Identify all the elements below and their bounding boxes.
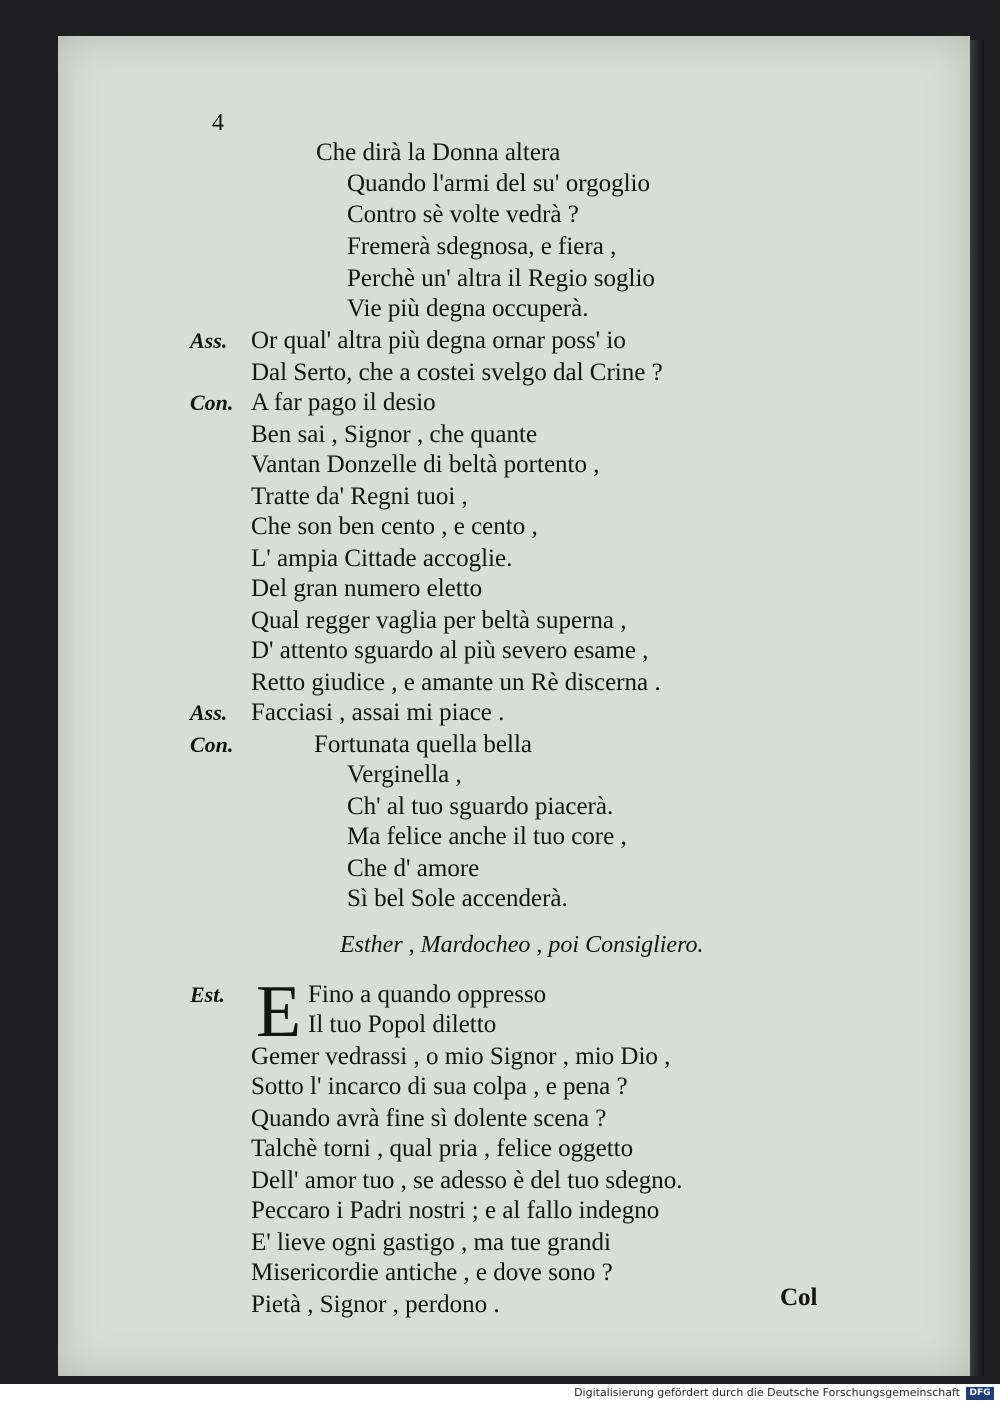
text-line: Misericordie antiche , e dove sono ?	[251, 1259, 613, 1286]
drop-cap: E	[256, 971, 302, 1053]
text-line: Or qual' altra più degna ornar poss' io	[251, 327, 626, 354]
text-line: Vantan Donzelle di beltà portento ,	[251, 451, 600, 478]
speaker-label: Con.	[190, 390, 234, 415]
text-line: Fortunata quella bella	[314, 731, 532, 758]
speaker-label: Ass.	[190, 700, 228, 725]
text-line: Quando avrà fine sì dolente scena ?	[251, 1105, 607, 1132]
text-line: Ma felice anche il tuo core ,	[347, 823, 627, 850]
text-line: Perchè un' altra il Regio soglio	[347, 265, 655, 292]
page-number: 4	[212, 110, 224, 136]
text-line: Che d' amore	[347, 855, 480, 882]
dfg-logo: DFG	[966, 1387, 994, 1400]
text-line: L' ampia Cittade accoglie.	[251, 545, 513, 572]
text-line: Sotto l' incarco di sua colpa , e pena ?	[251, 1073, 628, 1100]
text-line: Fino a quando oppresso	[308, 981, 547, 1008]
text-line: Quando l'armi del su' orgoglio	[347, 170, 650, 197]
text-line: Tratte da' Regni tuoi ,	[251, 483, 468, 510]
footer-credit: Digitalisierung gefördert durch die Deutsche Forschungsgemeinschaft	[574, 1386, 960, 1399]
speaker-label: Ass.	[190, 328, 228, 353]
text-line: Che dirà la Donna altera	[316, 139, 561, 166]
text-line: Peccaro i Padri nostri ; e al fallo indegno	[251, 1197, 660, 1224]
text-line: Fremerà sdegnosa, e fiera ,	[347, 233, 617, 260]
text-line: Facciasi , assai mi piace .	[251, 699, 505, 726]
text-line: Contro sè volte vedrà ?	[347, 201, 579, 228]
text-line: E' lieve ogni gastigo , ma tue grandi	[251, 1229, 611, 1256]
text-line: Qual regger vaglia per beltà superna ,	[251, 607, 627, 634]
catchword: Col	[780, 1284, 818, 1311]
text-line: Il tuo Popol diletto	[308, 1011, 497, 1038]
text-line: Che son ben cento , e cento ,	[251, 513, 538, 540]
scene-heading: Esther , Mardocheo , poi Consigliero.	[340, 932, 704, 958]
text-line: Gemer vedrassi , o mio Signor , mio Dio ,	[251, 1043, 671, 1070]
text-line: Dell' amor tuo , se adesso è del tuo sdegno.	[251, 1167, 683, 1194]
text-line: Pietà , Signor , perdono .	[251, 1291, 500, 1318]
page-edge	[970, 40, 984, 1376]
text-line: Sì bel Sole accenderà.	[347, 885, 568, 912]
text-line: Ch' al tuo sguardo piacerà.	[347, 793, 614, 820]
text-line: D' attento sguardo al più severo esame ,	[251, 637, 649, 664]
text-line: Dal Serto, che a costei svelgo dal Crine ?	[251, 359, 663, 386]
text-line: A far pago il desio	[251, 389, 436, 416]
speaker-label: Est.	[190, 982, 225, 1007]
text-line: Del gran numero eletto	[251, 575, 483, 602]
text-line: Vie più degna occuperà.	[347, 295, 589, 322]
speaker-label: Con.	[190, 732, 234, 757]
text-line: Ben sai , Signor , che quante	[251, 421, 538, 448]
footer-bar	[0, 1384, 1000, 1404]
text-line: Retto giudice , e amante un Rè discerna .	[251, 669, 661, 696]
text-line: Verginella ,	[347, 761, 462, 788]
text-line: Talchè torni , qual pria , felice oggetto	[251, 1135, 634, 1162]
